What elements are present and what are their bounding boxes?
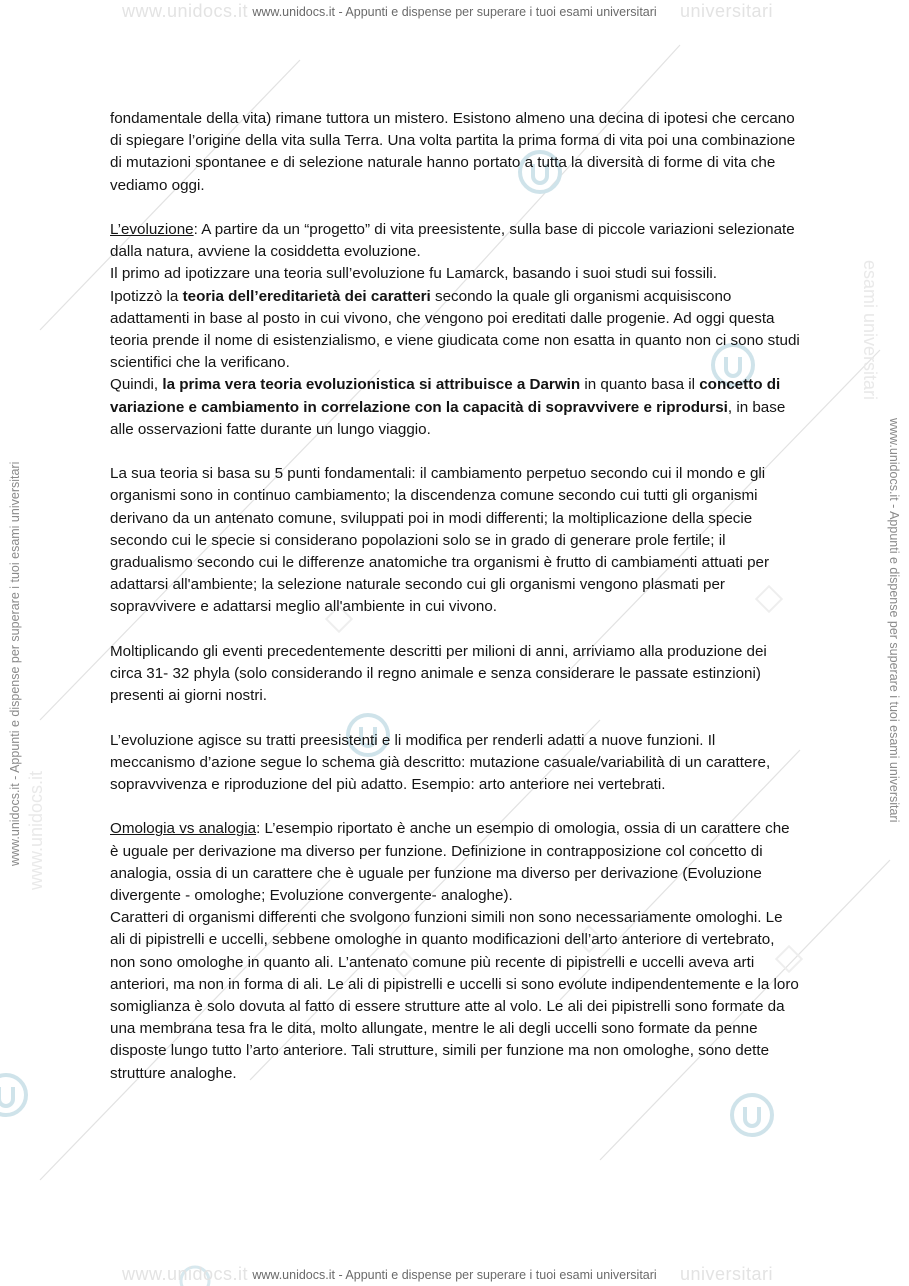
watermark-ghost-right: esami universitari bbox=[860, 260, 880, 401]
document-body bbox=[110, 108, 800, 1085]
paragraph-caratteri-analoghi: Caratteri di organismi differenti che svolgono funzioni simili non sono necessariamente omologhi. Le ali di pipistrelli e uccelli, sebbene omologhe in quanto modificazioni dell’arto anteriore di vertebrato, non sono omologhe in quanto ali. L’antenato comune più recente di pipistrelli e uccelli aveva arti anteriori, ma non in forma di ali. Le ali di pipistrelli e uccelli si sono evolute indipendentemente e la loro somiglianza è solo dovuta al fatto di essere strutture atte al volo. Le ali dei pipistrelli sono formate da una membrana tesa fra le dita, molto allungate, mentre le ali degli uccelli sono formate da penne disposte lungo tutto l’arto anteriore. Tali strutture, simili per funzione ma non omologhe, sono dette strutture analoghe. bbox=[110, 909, 799, 1082]
watermark-right: www.unidocs.it - Appunti e dispense per superare i tuoi esami universitari bbox=[887, 418, 901, 823]
paragraph-darwin bbox=[110, 374, 800, 441]
paragraph-origine-vita: fondamentale della vita) rimane tuttora un mistero. Esistono almeno una decina di ipotesi che cercano di spiegare l’origine della vita sulla Terra. Una volta partita la prima forma di vita poi una combinazione di mutazioni spontanee e di selezione naturale hanno portato a tutta la diversità di forme di vita che vediamo oggi. bbox=[110, 110, 796, 194]
watermark-ghost-bottom: www.unidocs.it bbox=[122, 1264, 249, 1284]
heading-omologia: Omologia vs analogia bbox=[110, 820, 257, 838]
bold-teoria-ereditarieta: teoria dell’ereditarietà dei caratteri bbox=[182, 287, 431, 305]
paragraph-evoluzione bbox=[110, 219, 800, 263]
heading-evoluzione: L’evoluzione bbox=[110, 221, 194, 238]
watermark-left: www.unidocs.it - Appunti e dispense per superare i tuoi esami universitari bbox=[8, 461, 22, 866]
text-ipotizzo: Ipotizzò la bbox=[110, 287, 183, 305]
text-quindi: Quindi, bbox=[110, 376, 163, 394]
paragraph-cinque-punti: La sua teoria si basa su 5 punti fondamentali: il cambiamento perpetuo secondo cui il mondo e gli organismi sono in continuo cambiamento; la discendenza comune secondo cui tutti gli organismi derivano da un antenato comune, sviluppati poi in modi differenti; la moltiplicazione della specie secondo cui le specie si considerano popolazioni solo se in grado di generare prole fertile; il gradualismo secondo cui le differenze anatomiche tra organismi è frutto di cambiamenti attuati per adattarsi all'ambiente; la selezione naturale secondo cui gli organismi vengono plasmati per sopravvivere e adattarsi meglio all'ambiente in cui vivono. bbox=[110, 465, 770, 616]
bold-darwin: la prima vera teoria evoluzionistica si attribuisce a Darwin bbox=[162, 376, 581, 394]
watermark-bottom: www.unidocs.it - Appunti e dispense per superare i tuoi esami universitari bbox=[252, 1268, 657, 1282]
text-omologia: : L’esempio riportato è anche un esempio di omologia, ossia di un carattere che è uguale per derivazione ma diverso per funzione. Definizione in contrapposizione col concetto di analogia, ossia di un carattere che è uguale per funzione ma diverso per derivazione (Evoluzione divergente - omologhe; Evoluzione convergente- analoghe). bbox=[110, 820, 790, 905]
unidocs-logo-icon bbox=[0, 1075, 26, 1115]
watermark-ghost-top: www.unidocs.it bbox=[122, 1, 249, 21]
bold-concetto-variazione: concetto di variazione e cambiamento in correlazione con la capacità di sopravvivere e riprodursi bbox=[110, 376, 781, 416]
watermark-top: www.unidocs.it - Appunti e dispense per superare i tuoi esami universitari bbox=[252, 5, 657, 19]
paragraph-ereditarieta bbox=[110, 286, 800, 375]
text-evoluzione: : A partire da un “progetto” di vita preesistente, sulla base di piccole variazioni selezionate dalla natura, avviene la cosiddetta evoluzione. bbox=[110, 221, 795, 261]
unidocs-logo-icon bbox=[732, 1095, 772, 1135]
watermark-ghost-bottom-right: universitari bbox=[680, 1264, 774, 1284]
text-darwin-post: , in base alle osservazioni fatte durante un lungo viaggio. bbox=[110, 398, 786, 438]
watermark-ghost-top-right: universitari bbox=[680, 1, 774, 21]
text-ereditarieta: secondo la quale gli organismi acquisiscono adattamenti in base al posto in cui vivono, che vengono poi ereditati dalle progenie. Ad oggi questa teoria prende il nome di esistenzialismo, e viene giudicata come non esatta in quanto non ci sono studi scientifici che la verificano. bbox=[110, 287, 800, 372]
paragraph-moltiplicando: Moltiplicando gli eventi precedentemente descritti per milioni di anni, arriviamo alla produzione dei circa 31- 32 phyla (solo considerando il regno animale e senza considerare le passate estinzioni) presenti ai giorni nostri. bbox=[110, 642, 767, 705]
paragraph-evoluzione-agisce: L’evoluzione agisce su tratti preesistenti e li modifica per renderli adatti a nuove funzioni. Il meccanismo d’azione segue lo schema già descritto: mutazione casuale/variabilità di un carattere, sopravvivenza e riproduzione del più adatto. Esempio: arto anteriore nei vertebrati. bbox=[110, 731, 771, 794]
text-darwin-mid: in quanto basa il bbox=[580, 376, 700, 394]
paragraph-omologia bbox=[110, 818, 800, 907]
paragraph-lamarck: Il primo ad ipotizzare una teoria sull’evoluzione fu Lamarck, basando i suoi studi sui fossili. bbox=[110, 265, 717, 283]
watermark-ghost-left: www.unidocs.it bbox=[26, 770, 46, 890]
